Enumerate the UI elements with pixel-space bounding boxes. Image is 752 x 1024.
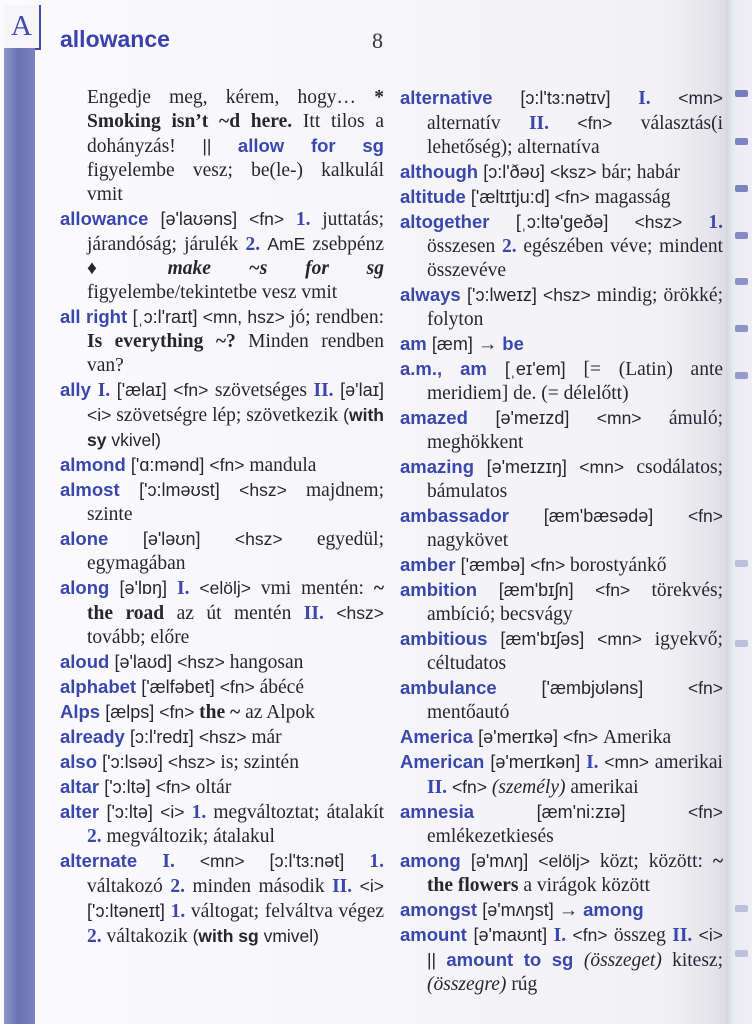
- headword: amnesia: [400, 801, 537, 822]
- definition-text: törekvés; ambíció; becsvágy: [427, 580, 723, 625]
- sense-number: 1.: [369, 851, 384, 872]
- definition-text: váltogat; felváltva végez: [190, 901, 384, 922]
- sense-number: I.: [162, 851, 200, 872]
- sense-number: I.: [177, 578, 200, 599]
- bleed-through-headword-mark: [735, 232, 748, 239]
- part-of-speech-tag: <fn>: [209, 455, 250, 475]
- definition-text: az út mentén: [176, 603, 304, 624]
- part-of-speech-tag: <mn>: [678, 88, 724, 108]
- pronunciation: ['ɔ:ltə]: [106, 802, 161, 822]
- pronunciation: [æm'bæsədə]: [543, 506, 688, 526]
- definition-text: nagykövet: [427, 530, 509, 551]
- entry-a-m-am: [400, 357, 723, 406]
- italic-note: (összegre): [427, 974, 512, 995]
- sense-number: I.: [638, 88, 679, 109]
- part-of-speech-tag: <hsz>: [634, 212, 709, 232]
- bleed-through-headword-mark: [735, 278, 748, 285]
- example-phrase: the ~: [199, 702, 246, 723]
- entry-amount: [400, 923, 723, 997]
- part-of-speech-tag: <fn>: [530, 555, 571, 575]
- definition-text: rúg: [511, 974, 538, 995]
- definition-text: váltakozó: [87, 876, 171, 897]
- entry-among: [400, 849, 723, 898]
- headword: altitude: [400, 186, 471, 207]
- entry-continuation-allow-continuation: [60, 86, 384, 207]
- definition-text: már: [251, 727, 282, 748]
- part-of-speech-tag: <fn>: [173, 380, 215, 400]
- entry-ambitious: [400, 627, 723, 676]
- headword: although: [400, 161, 484, 182]
- entry-altar: [60, 775, 384, 800]
- plain-note: vmivel): [263, 926, 319, 946]
- part-of-speech-tag: <hsz>: [167, 752, 221, 772]
- part-of-speech-tag: <fn>: [687, 506, 723, 526]
- entry-aloud: [60, 650, 384, 675]
- cross-reference: among: [583, 899, 644, 920]
- part-of-speech-tag: <hsz>: [177, 652, 230, 672]
- definition-text: szövetségre lép; szövetkezik: [116, 405, 344, 426]
- sense-number: 1.: [170, 901, 191, 922]
- definition-text: juttatás; járandóság; járulék: [87, 209, 384, 255]
- pronunciation: [ɔ:l'tɜ:nət]: [269, 851, 370, 871]
- bleed-through-headword-mark: [735, 560, 748, 567]
- bleed-through-headword-mark: [735, 90, 748, 97]
- cross-reference: amount to sg: [446, 949, 584, 970]
- collocation-bold: with sy: [87, 405, 384, 450]
- definition-text: a virágok között: [523, 875, 651, 896]
- entry-alter: [60, 800, 384, 849]
- headword: altogether: [400, 211, 516, 232]
- definition-text: kitesz;: [672, 950, 723, 971]
- headword: allowance: [60, 208, 161, 229]
- plain-note: (: [343, 405, 349, 425]
- entry-amber: [400, 553, 723, 578]
- entry-all-right: [60, 305, 384, 378]
- definition-text: magasság: [594, 187, 671, 208]
- part-of-speech-tag: <fn>: [577, 113, 641, 133]
- entry-alternate: [60, 849, 384, 949]
- entry-ambulance: [400, 676, 723, 725]
- pronunciation: [ə'merɪkə]: [478, 727, 564, 747]
- part-of-speech-tag: <fn>: [687, 802, 723, 822]
- entry-amnesia: [400, 800, 723, 849]
- pronunciation: [ˌeɪ'em]: [504, 359, 584, 379]
- definition-text: váltakozik: [106, 926, 193, 947]
- right-column: [400, 86, 723, 997]
- definition-text: mentőautó: [427, 702, 510, 723]
- definition-text: igyekvő; céltudatos: [427, 629, 723, 674]
- headword: amount: [400, 924, 474, 945]
- definition-text: oltár: [195, 777, 232, 798]
- entry-am: [400, 332, 723, 357]
- part-of-speech-tag: <fn>: [219, 677, 260, 697]
- definition-text: az Alpok: [245, 702, 315, 723]
- headword: alter: [60, 801, 107, 822]
- definition-text: ámuló; meghökkent: [427, 408, 723, 453]
- part-of-speech-tag: <fn>: [595, 580, 652, 600]
- headword: always: [400, 284, 467, 305]
- entry-ambassador: [400, 504, 723, 553]
- pronunciation: ['ɔ:lsəʊ]: [102, 752, 168, 772]
- part-of-speech-tag: <hsz>: [543, 285, 597, 305]
- bleed-through-headword-mark: [735, 950, 748, 957]
- part-of-speech-tag: <elölj>: [538, 851, 600, 871]
- pronunciation: ['ɔ:ltəneɪt]: [87, 901, 171, 921]
- sense-number: II.: [313, 380, 341, 401]
- headword: Alps: [60, 701, 106, 722]
- part-of-speech-tag: <mn, hsz>: [202, 307, 290, 327]
- sense-number: II.: [672, 925, 699, 946]
- part-of-speech-tag: <mn>: [199, 851, 270, 871]
- definition-text: hangosan: [229, 652, 304, 673]
- headword: ambition: [400, 579, 499, 600]
- guide-word: allowance: [60, 26, 170, 52]
- definition-text: megváltoztat; átalakít: [213, 802, 384, 823]
- headword: also: [60, 751, 103, 772]
- entry-allowance: [60, 207, 384, 305]
- definition-text: borostyánkő: [570, 555, 667, 576]
- cross-reference: allow for sg: [237, 135, 384, 156]
- definition-text: zsebpénz: [312, 234, 384, 255]
- pronunciation: [ə'laʊəns]: [160, 209, 250, 229]
- part-of-speech-tag: <i>: [359, 876, 384, 896]
- arrow-icon: →: [558, 900, 584, 921]
- pronunciation: [ə'laɪ]: [340, 380, 384, 400]
- example-phrase: ~ the flowers: [427, 851, 723, 896]
- bleed-through-headword-mark: [735, 138, 748, 145]
- sense-number: I.: [586, 752, 605, 773]
- plain-note: ||: [202, 136, 238, 156]
- pronunciation: [ɔ:l'ðəʊ]: [483, 162, 550, 182]
- headword: altar: [60, 776, 105, 797]
- headword: already: [60, 726, 130, 747]
- bleed-through-headword-mark: [735, 640, 748, 647]
- definition-text: amerikai: [654, 752, 723, 773]
- part-of-speech-tag: <mn>: [604, 752, 655, 772]
- pronunciation: [æm]: [431, 334, 478, 354]
- sense-number: I.: [97, 380, 117, 401]
- pronunciation: ['ælfəbet]: [141, 677, 220, 697]
- italic-note: (személy): [491, 777, 571, 798]
- definition-text: megváltozik; átalakul: [106, 826, 275, 847]
- part-of-speech-tag: <elölj>: [199, 578, 261, 598]
- left-column: [60, 86, 384, 949]
- part-of-speech-tag: <hsz>: [198, 727, 252, 747]
- entry-always: [400, 283, 723, 332]
- headword: alphabet: [60, 676, 142, 697]
- bleed-through-headword-mark: [735, 325, 748, 332]
- headword: all right: [60, 306, 133, 327]
- plain-note: AmE: [267, 234, 313, 254]
- entry-almost: [60, 478, 384, 527]
- pronunciation: [ɔ:l'tɜ:nətɪv]: [520, 88, 639, 108]
- page-number: 8: [372, 28, 383, 53]
- plain-note: vkivel): [111, 430, 161, 450]
- headword: ambitious: [400, 628, 501, 649]
- entry-altogether: [400, 210, 723, 283]
- definition-text: egészében véve; mindent összevéve: [427, 236, 724, 281]
- bleed-through-headword-mark: [735, 185, 748, 192]
- example-phrase: ~ the road: [87, 578, 384, 624]
- headword: amazing: [400, 456, 487, 477]
- headword: amongst: [400, 899, 483, 920]
- sense-number: 2.: [245, 234, 268, 255]
- pronunciation: ['ɔ:lweɪz]: [467, 285, 544, 305]
- definition-text: emlékezetkiesés: [427, 826, 554, 847]
- part-of-speech-tag: <i>: [698, 925, 723, 945]
- definition-text: amerikai: [570, 777, 639, 798]
- definition-text: ábécé: [259, 677, 304, 698]
- entry-also: [60, 750, 384, 775]
- italic-note: (összeget): [583, 950, 673, 971]
- headword: ally: [60, 379, 98, 400]
- definition-text: tovább; előre: [87, 627, 190, 648]
- pronunciation: ['ɑ:mənd]: [130, 455, 210, 475]
- definition-text: alternatív: [427, 113, 529, 134]
- letter-tab: [4, 5, 41, 50]
- pronunciation: [ælps]: [105, 702, 160, 722]
- headword: amber: [400, 554, 461, 575]
- next-page-edge: [726, 0, 752, 1024]
- pronunciation: ['ɔ:ltə]: [104, 777, 156, 797]
- definition-text: Amerika: [602, 727, 672, 748]
- entry-ambition: [400, 578, 723, 627]
- definition-text: választás(i lehetőség); alternatíva: [427, 113, 723, 158]
- pronunciation: [ˌɔ:l'raɪt]: [132, 307, 203, 327]
- bleed-through-headword-mark: [735, 372, 748, 379]
- sense-number: 1.: [191, 802, 214, 823]
- entry-alternative: [400, 86, 723, 160]
- example-phrase: * Smoking isn’t ~d here.: [87, 87, 384, 132]
- part-of-speech-tag: <i>: [160, 802, 192, 822]
- sense-number: 1.: [295, 209, 323, 230]
- entry-amongst: [400, 898, 723, 923]
- pronunciation: ['ɔ:lməʊst]: [139, 480, 240, 500]
- pronunciation: [ə'mʌŋ]: [470, 851, 539, 871]
- entry-ally: [60, 378, 384, 453]
- plain-note: ||: [427, 950, 447, 970]
- part-of-speech-tag: <mn>: [596, 408, 669, 428]
- sense-number: II.: [528, 113, 578, 134]
- headword: ambassador: [400, 505, 544, 526]
- headword: ambulance: [400, 677, 542, 698]
- pronunciation: [ə'lɒŋ]: [119, 578, 178, 598]
- part-of-speech-tag: <hsz>: [336, 603, 384, 623]
- entry-along: [60, 576, 384, 650]
- definition-text: csodálatos; bámulatos: [427, 457, 723, 502]
- pronunciation: [æm'ni:zɪə]: [536, 802, 688, 822]
- definition-text: összesen: [427, 236, 502, 257]
- sense-number: 1.: [708, 212, 723, 233]
- part-of-speech-tag: <hsz>: [239, 480, 306, 500]
- definition-text: szövetséges: [214, 380, 314, 401]
- sense-number: II.: [303, 603, 337, 624]
- headword: almost: [60, 479, 140, 500]
- part-of-speech-tag: <fn>: [687, 678, 723, 698]
- part-of-speech-tag: <i>: [87, 405, 117, 425]
- diamond-icon: ♦: [87, 258, 168, 279]
- sense-number: II.: [332, 876, 360, 897]
- example-phrase-italic: make ~s for sg: [167, 258, 384, 279]
- part-of-speech-tag: <fn>: [451, 777, 492, 797]
- definition-text: összeg: [613, 925, 673, 946]
- part-of-speech-tag: <mn>: [597, 629, 655, 649]
- definition-text: vmi mentén:: [260, 578, 374, 599]
- definition-text: figyelembe vesz; be(le-) kalkulál vmit: [87, 160, 384, 205]
- plain-note: (: [192, 926, 199, 946]
- pronunciation: [ə'ləʊn]: [142, 529, 235, 549]
- headword: alternate: [60, 850, 163, 871]
- sense-number: I.: [553, 925, 573, 946]
- pronunciation: [æm'bɪʃəs]: [500, 629, 598, 649]
- entry-already: [60, 725, 384, 750]
- definition-text: majdnem; szinte: [87, 480, 384, 525]
- sense-number: II.: [427, 777, 452, 798]
- part-of-speech-tag: <fn>: [155, 777, 196, 797]
- headword: American: [400, 751, 491, 772]
- pronunciation: [ə'meɪzɪŋ]: [486, 457, 580, 477]
- headword: amazed: [400, 407, 496, 428]
- definition-text: egyedül; egymagában: [87, 529, 384, 574]
- arrow-icon: →: [477, 334, 503, 355]
- bleed-through-headword-mark: [735, 905, 748, 912]
- collocation-bold: with sg: [198, 926, 264, 946]
- definition-text: jó; rendben:: [289, 307, 384, 328]
- entry-almond: [60, 453, 384, 478]
- part-of-speech-tag: <fn>: [563, 727, 603, 747]
- cross-reference: be: [502, 333, 524, 354]
- sense-number: 2.: [170, 876, 193, 897]
- definition-text: Minden rendben van?: [87, 331, 385, 376]
- part-of-speech-tag: <mn>: [579, 457, 637, 477]
- headword: a.m., am: [400, 358, 505, 379]
- entry-altitude: [400, 185, 723, 210]
- headword: along: [60, 577, 120, 598]
- sense-number: 2.: [87, 926, 107, 947]
- headword: almond: [60, 454, 131, 475]
- pronunciation: ['æmbjʊləns]: [541, 678, 688, 698]
- entry-although: [400, 160, 723, 185]
- headword: alone: [60, 528, 143, 549]
- example-phrase: Is everything ~?: [87, 331, 249, 352]
- definition-text: [= (Latin) ante meridiem] de. (= délelőtt): [427, 359, 724, 404]
- definition-text: is; szintén: [220, 752, 299, 773]
- definition-text: közt; között:: [599, 851, 713, 872]
- pronunciation: [ə'merɪkən]: [490, 752, 587, 772]
- entry-alphabet: [60, 675, 384, 700]
- entry-alps: [60, 700, 384, 725]
- pronunciation: ['ælaɪ]: [116, 380, 174, 400]
- entry-america: [400, 725, 723, 750]
- thumb-index-bar: [4, 48, 35, 1024]
- pronunciation: ['æltɪtju:d]: [470, 187, 555, 207]
- definition-text: minden második: [192, 876, 333, 897]
- pronunciation: [ə'laʊd]: [114, 652, 178, 672]
- part-of-speech-tag: <fn>: [572, 925, 614, 945]
- sense-number: 2.: [87, 826, 107, 847]
- entry-amazed: [400, 406, 723, 455]
- definition-text: figyelembe/tekintetbe vesz vmit: [87, 282, 338, 303]
- part-of-speech-tag: <fn>: [249, 209, 296, 229]
- headword: alternative: [400, 87, 521, 108]
- part-of-speech-tag: <hsz>: [234, 529, 317, 549]
- pronunciation: [ə'meɪzd]: [495, 408, 597, 428]
- entry-alone: [60, 527, 384, 576]
- part-of-speech-tag: <fn>: [159, 702, 200, 722]
- pronunciation: [ə'maʊnt]: [473, 925, 554, 945]
- part-of-speech-tag: <ksz>: [549, 162, 602, 182]
- headword: aloud: [60, 651, 115, 672]
- pronunciation: [æm'bɪʃn]: [498, 580, 596, 600]
- sense-number: 2.: [501, 236, 524, 257]
- pronunciation: [ə'mʌŋst]: [482, 900, 559, 920]
- headword: am: [400, 333, 432, 354]
- headword: among: [400, 850, 471, 871]
- definition-text: mindig; örökké; folyton: [427, 285, 724, 330]
- definition-text: Engedje meg, kérem, hogy…: [87, 87, 375, 108]
- pronunciation: ['æmbə]: [460, 555, 531, 575]
- headword: America: [400, 726, 479, 747]
- definition-text: Itt tilos a dohányzás!: [87, 111, 385, 157]
- definition-text: bár; habár: [601, 162, 680, 183]
- definition-text: mandula: [249, 455, 317, 476]
- entry-amazing: [400, 455, 723, 504]
- part-of-speech-tag: <fn>: [554, 187, 595, 207]
- pronunciation: [ɔ:l'redɪ]: [129, 727, 199, 747]
- entry-american: [400, 750, 723, 800]
- pronunciation: [ˌɔ:ltə'geðə]: [515, 212, 635, 232]
- letter-tab-label: A: [11, 10, 32, 42]
